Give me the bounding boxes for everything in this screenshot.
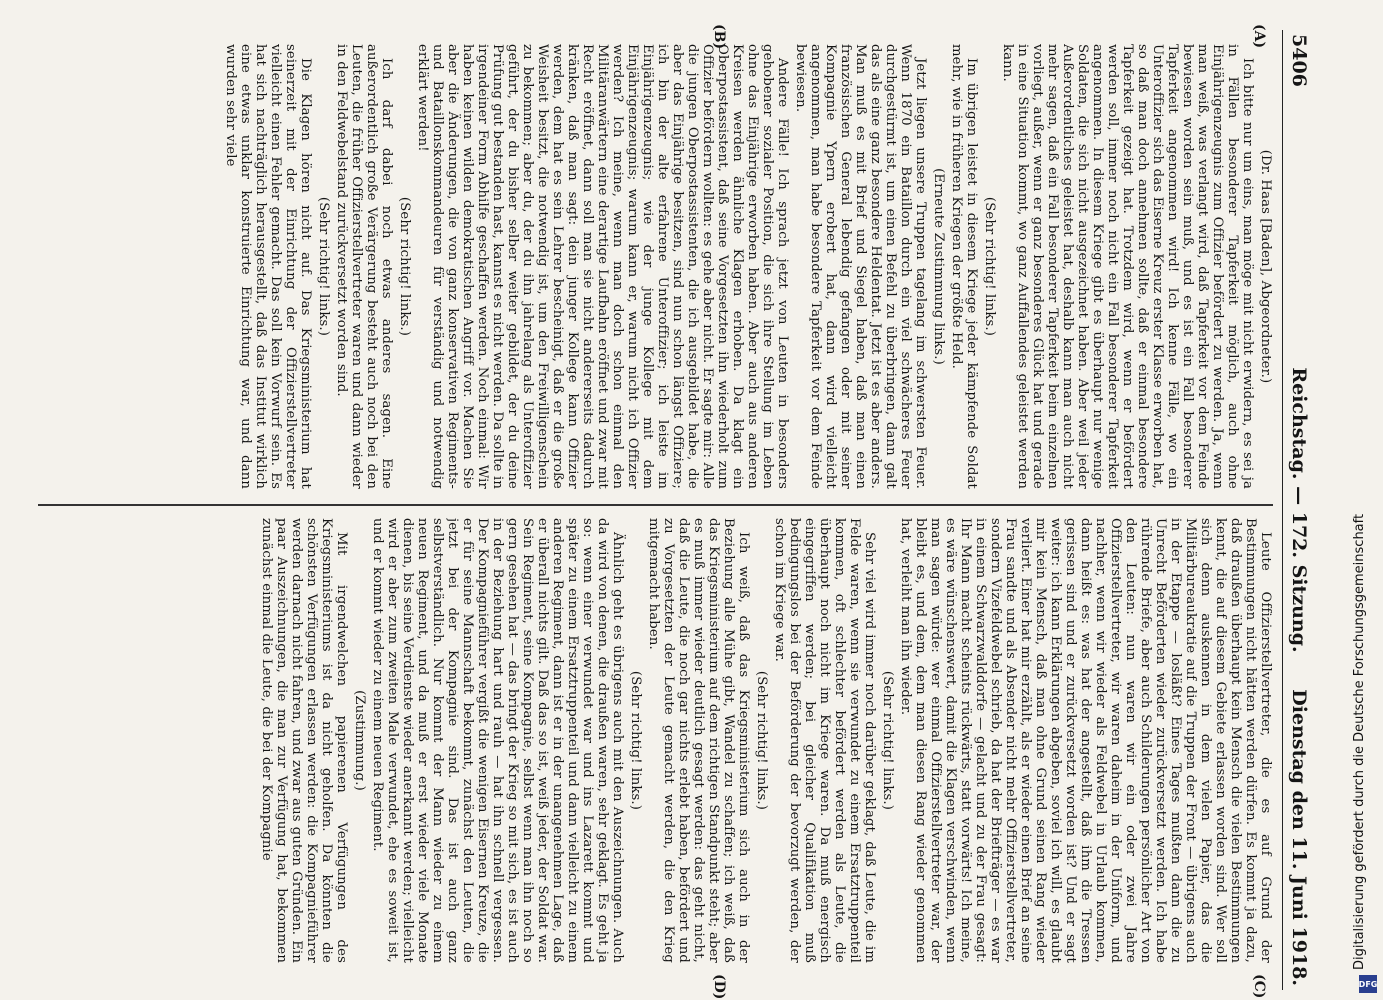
paragraph: Im übrigen leistet in diesem Kriege jeder kämpfende Soldat mehr, wie in früheren Kriegen der größte Held. [949, 44, 979, 489]
paragraph: Ähnlich geht es übrigens auch mit den Auszeichnungen. Auch da wird von denen, die draußen waren, sehr geklagt. Es geht ja so: wenn einer verwundet war und ins Lazarett kommt und später zu einem Ersatztruppenteil und dann vielleicht zu einem anderen Regiment, dann ist er in der unangenehmen Lage, daß er überall nichts gilt. Daß das so ist, weiß jeder, der Soldat war. Sein Regiment, seine Kompagnie, selbst wenn man ihn noch so gern gesehen hat — das bringt der Krieg so mit sich, es ist auch in der Beziehung hart und rauh — hat ihn schnell vergessen. Der Kompagnieführer vergißt die wenigen Eisernen Kreuze, die er für seine Mannschaft bekommt, zunächst den Leuten, die jetzt bei der Kompagnie sind. Das ist auch ganz selbstverständlich. Nur kommt der Mann wieder zu einem neuen Regiment, und da muß er erst wieder viele Monate dienen, bis seine Verdienste wieder anerkannt werden; vielleicht wird er aber zum zweiten Male verwundet, ehe es soweit ist, und er kommt wieder zu einem neuen Regiment. [370, 518, 625, 963]
margin-mark-a: (A) [1251, 24, 1267, 49]
paragraph: Ich weiß, daß das Kriegsministerium sich auch in der Beziehung alle Mühe gibt, Wandel zu schaffen; ich weiß, daß das Kriegsministerium auf dem richtigen Standpunkt steht; aber es muß immer wieder deutlich gesagt werden: das geht nicht, daß die Leute, die noch gar nichts erlebt haben, befördert und zu Vorgesetzten der Leute gemacht werden, die den Krieg mitgemacht haben. [646, 518, 751, 963]
interjection: (Sehr richtig! links.) [880, 670, 895, 811]
margin-mark-b: (B) [711, 24, 727, 50]
credit-text: Digitalisierung gefördert durch die Deutsche Forschungsgemeinschaft [1352, 513, 1367, 970]
paragraph: Sehr viel wird immer noch darüber geklagt, daß Leute, die im Felde waren, wenn sie verwundet zu einem Ersatztruppenteil kommen, oft schlechter befördert werden als Leute, die überhaupt noch nicht im Kriege waren. Da muß energisch eingegriffen werden; bei gleicher Qualifikation muß bedingungslos bei der Beförderung der bevorzugt werden, der schon im Kriege war. [772, 518, 877, 963]
interjection: (Zustimmung.) [352, 690, 367, 791]
header-title: Reichstag. — 172. Sitzung. [1288, 367, 1310, 653]
rotated-page [27, 24, 1317, 1000]
header-date: Dienstag den 11. Juni 1918. [1288, 689, 1310, 986]
paragraph: Mit irgendwelchen papierenen Verfügungen des Kriegsministeriums ist da nicht geholfen. Da könnten die schönsten Verfügungen erlassen werden: die Kompagnieführer werden darnach nicht fahren, und zwar aus guten Gründen. Ein paar Auszeichnungen, die man zur Verfügung hat, bekommen zunächst einmal die Leute, die bei der Kompagnie [259, 518, 349, 963]
interjection: (Erneute Zustimmung links.) [931, 168, 946, 365]
dfg-logo: DFG [1359, 975, 1377, 993]
paragraph: Ich darf dabei noch etwas anderes sagen. Eine außerordentlich große Verärgerung besteht auch noch bei den Leuten, die früher Offizierstellvertreter waren und dann wieder in den Feldwebelstand zurückversetzt worden sind. [334, 44, 394, 489]
paragraph: Ich bitte nur um eins, man möge mit nicht erwidern, es sei ja in Fällen besonderer Tapferkeit möglich, auch ohne Einjährigenzeugnis zum Offizier befördert zu werden. Ja, wenn man weiß, was verlangt wird, daß Tapferkeit vor dem Feinde bewiesen worden sein muß, und es ist ein Fall besonderer Tapferkeit angenommen wird! Ich kenne Fälle, wo ein Unteroffizier sich das Eiserne Kreuz erster Klasse erworben hat, so daß man doch annehmen sollte, daß er einmal besondere Tapferkeit gezeigt hat. Trotzdem wird, wenn er befördert werden soll, immer noch nicht ein Fall besonderer Tapferkeit angenommen. In diesem Kriege gibt es überhaupt nur wenige Soldaten, die sich nicht ausgezeichnet haben. Aber weil jeder Außerordentliches geleistet hat, deshalb kann man auch nicht mehr sagen, daß ein Fall besonderer Tapferkeit beim einzelnen vorliegt, außer, wenn er ganz besonderes Glück hat und gerade in eine Situation kommt, wo ganz Auffallendes geleistet werden kann. [1000, 44, 1255, 489]
interjection: (Sehr richtig! links.) [982, 196, 997, 337]
paragraph: Jetzt liegen unsere Truppen tagelang im schwersten Feuer. Wenn 1870 ein Bataillon durch ein viel schwächeres Feuer durchgestürmt ist, um einen Befehl zu überbringen, dann galt das als eine ganz besondere Heldentat. Jetzt ist es aber anders. Man muß es mit Brief und Siegel haben, daß man einen französischen General lebendig gefangen oder mit seiner Kompagnie Ypern erobert hat, dann wird vielleicht angenommen, man habe besondere Tapferkeit vor dem Feinde bewiesen. [793, 44, 928, 489]
page-number: 5406 [1288, 34, 1310, 87]
margin-mark-d: (D) [711, 974, 727, 1000]
paragraph: Die Klagen hören nicht auf. Das Kriegsministerium hat seinerzeit mit der Einrichtung der Offizierstellvertreter vielleicht einen Fehler gemacht. Das soll kein Vorwurf sein. Es hat sich nachträglich herausgestellt, daß das Institut wirklich eine etwas unklar konstruierte Einrichtung war, und dann wurden sehr viele [223, 44, 313, 489]
interjection: (Sehr richtig! links.) [628, 670, 643, 811]
interjection: (Sehr richtig! links.) [316, 196, 331, 337]
paragraph: Andere Fälle! Ich sprach jetzt von Leuten in besonders gehobener sozialer Position, die sich ihre Stellung im Leben ohne das Einjährige erworben haben. Aber auch aus anderen Kreisen werden ähnliche Klagen erhoben. Da klagt ein Oberpostassistent, daß seine Vorgesetzten ihn wiederholt zum Offizier befördern wollten: es gehe aber nicht. Er sagte mir: Alle die jungen Oberpostassistenten, die ich ausgebildet habe, die aber das Einjährige besitzen, sind nun schon längst Offiziere; ich bin der alte erfahrene Unteroffizier; ich leiste im Einjährigenzeugnis; wie der junge Kollege mit dem Einjährigenzeugnis; warum kann er, warum nicht ich Offizier werden? Ich meine, wenn man doch schon einmal den Militäranwärtern eine derartige Laufbahn eröffnet und zwar mit Recht eröffnet, dann soll man sie nicht andererseits dadurch kränken, daß man sagt: dein junger Kollege kann Offizier werden, dem hat es sein Lehrer bescheinigt, daß er die große Weisheit besitzt, die notwendig ist, um den Freiwilligenschein zu bekommen; aber du, der du ihn jahrelang als Unteroffizier geführt, der du bisher selber weiter gebildet, der du deine Prüfung gut bestanden hast, kannst es nicht werden. Da sollte in irgendeiner Form Abhilfe geschaffen werden. Noch einmal: Wir haben keinen wilden demokratischen Angriff vor. Machen Sie aber die Änderungen, die von ganz konservativen Regiments- und Bataillonskommandeuren für verständig und notwendig erklärt werden! [415, 44, 790, 489]
left-text-column [38, 44, 1273, 489]
digitization-credit [1352, 0, 1378, 1000]
interjection: (Sehr richtig! links.) [754, 670, 769, 811]
interjection: (Sehr richtig! links.) [397, 196, 412, 337]
running-header [1282, 30, 1313, 990]
column-divider [38, 504, 1273, 506]
margin-mark-c: (C) [1251, 974, 1267, 999]
right-text-column [38, 518, 1273, 963]
speaker-line: (Dr. Haas [Baden], Abgeordneter.) [1258, 149, 1273, 384]
paragraph: Leute Offizierstellvertreter, die es auf Grund der Bestimmungen nicht hätten werden dürfen. Es kommt ja dazu, daß draußen überhaupt kein Mensch die vielen Bestimmungen kennt, die auf diesem Gebiete erlassen worden sind. Wer soll sich denn auskennen in dem vielen Papier, das die Militärbureaukratie auf die Truppen der Front — übrigens auch in der Etappe — losläßt? Eines Tages mußten dann die zu Unrecht Beförderten wieder zurückversetzt werden. Ich habe rührende Briefe, aber auch Schilderungen persönlicher Art von den Leuten: nun waren wir ein oder zwei Jahre Offizierstellvertreter, wir waren daheim in der Uniform, und nachher, wenn wir wieder als Feldwebel in Urlaub kommen, dann heißt es: was hat der angestellt, daß ihm die Tressen gerissen sind und er zurückversetzt worden ist? Und er sagt weiter: ich kann Erklärungen abgeben, soviel ich will, es glaubt mir kein Mensch, daß man ohne Grund seinen Rang wieder verliert. Einer hat mir erzählt, als er wieder einen Brief an seine Frau sandte und als Absender nicht mehr Offizierstellvertreter, sondern Vizefeldwebel schrieb, da hat der Briefträger — es war in einem Schwarzwalddorfe — gelacht und zu der Frau gesagt: Ihr Mann macht scheints rückwärts, statt vorwärts! Ich meine, es wäre wünschenswert, damit die Klagen verschwinden, wenn man sagen würde: wer einmal Offizierstellvertreter war, der bleibt es, und dem, dem man diesen Rang wieder genommen hat, verleiht man ihn wieder. [898, 518, 1273, 963]
